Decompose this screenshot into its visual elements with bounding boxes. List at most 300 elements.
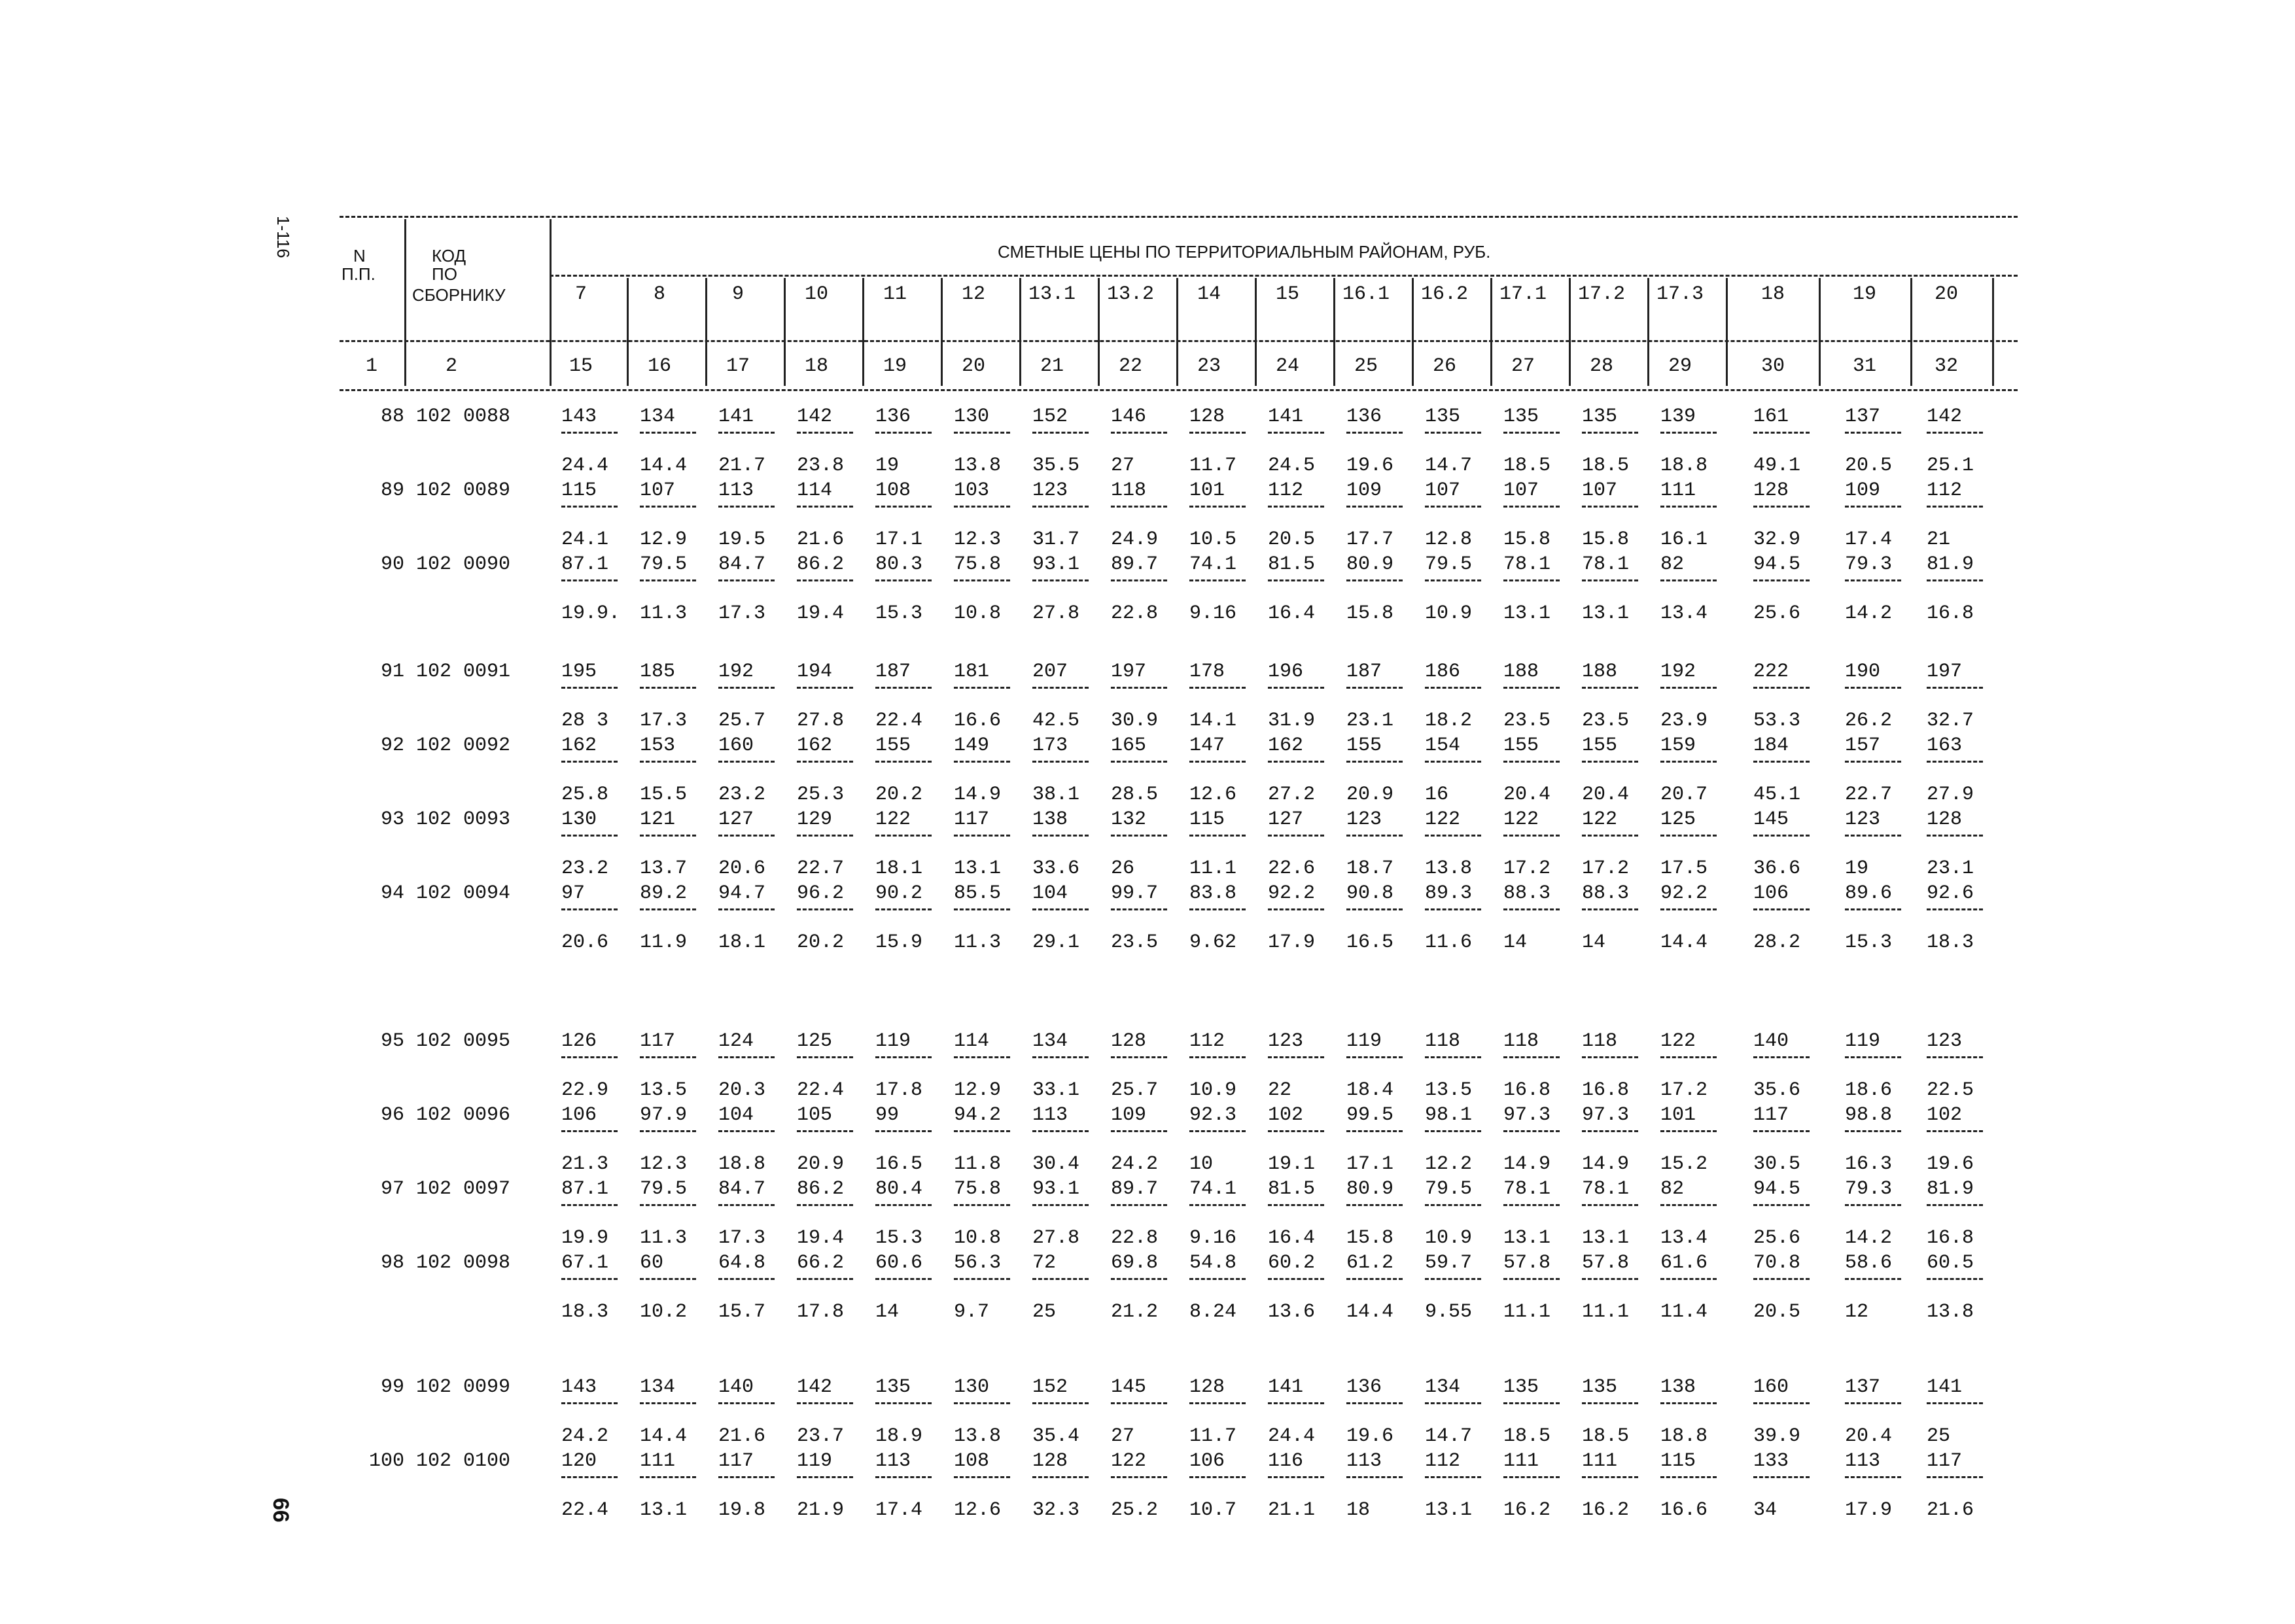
price-value: 124 [718, 1030, 754, 1052]
price-value: 160 [718, 734, 754, 757]
price-value: 118 [1111, 479, 1147, 502]
price-value: 93.1 [1032, 1178, 1080, 1200]
price-subvalue: 17.8 [797, 1301, 845, 1323]
price-subvalue: 15.5 [640, 784, 688, 806]
price-subvalue: 19.1 [1268, 1153, 1316, 1175]
price-value: 99.5 [1346, 1104, 1394, 1126]
price-value: 123 [1268, 1030, 1304, 1052]
price-value: 117 [954, 808, 990, 831]
price-subvalue: 10.9 [1189, 1079, 1237, 1101]
price-subvalue: 42.5 [1032, 710, 1080, 732]
price-value: 134 [640, 406, 676, 428]
row-number: 92 [380, 734, 404, 757]
price-value: 122 [1111, 1450, 1147, 1472]
price-subvalue: 19.6 [1927, 1153, 1974, 1175]
price-value: 128 [1111, 1030, 1147, 1052]
fraction-bar [561, 579, 618, 581]
fraction-bar [1927, 687, 1983, 689]
column-number-cell: 32 [1934, 355, 1958, 377]
price-value: 109 [1346, 479, 1382, 502]
fraction-bar [1425, 1204, 1481, 1206]
price-subvalue: 21.6 [1927, 1499, 1974, 1521]
price-value: 70.8 [1753, 1252, 1801, 1274]
price-value: 132 [1111, 808, 1147, 831]
price-subvalue: 14.1 [1189, 710, 1237, 732]
price-value: 122 [1503, 808, 1539, 831]
fraction-bar [954, 506, 1010, 508]
price-value: 101 [1660, 1104, 1696, 1126]
price-subvalue: 24.4 [1268, 1425, 1316, 1447]
district-separator [705, 278, 707, 386]
price-subvalue: 14 [875, 1301, 900, 1323]
fraction-bar [1268, 432, 1324, 434]
fraction-bar [1582, 761, 1638, 763]
price-value: 89.6 [1845, 882, 1893, 905]
row-label [340, 808, 510, 831]
price-value: 113 [1032, 1104, 1068, 1126]
price-subvalue: 18.6 [1845, 1079, 1893, 1101]
fraction-bar [1346, 908, 1403, 910]
price-value: 128 [1032, 1450, 1068, 1472]
price-subvalue: 25.6 [1753, 602, 1801, 625]
price-subvalue: 17.8 [875, 1079, 923, 1101]
fraction-bar [875, 835, 932, 837]
price-subvalue: 16 [1425, 784, 1449, 806]
column-number-cell: 18 [804, 355, 828, 377]
fraction-bar [1268, 506, 1324, 508]
price-subvalue: 20.6 [718, 857, 766, 880]
price-subvalue: 20.2 [797, 931, 845, 954]
row-label [340, 661, 510, 683]
price-subvalue: 13.4 [1660, 602, 1708, 625]
row-label [340, 406, 510, 428]
district-header-cell: 17.1 [1499, 283, 1547, 305]
price-value: 79.5 [1425, 1178, 1473, 1200]
price-value: 128 [1189, 406, 1225, 428]
row-number: 99 [380, 1376, 404, 1398]
price-value: 187 [1346, 661, 1382, 683]
price-subvalue: 12.9 [640, 528, 688, 551]
fraction-bar [1927, 908, 1983, 910]
district-header-cell: 13.1 [1028, 283, 1076, 305]
price-value: 127 [718, 808, 754, 831]
price-subvalue: 18.3 [1927, 931, 1974, 954]
fraction-bar [1753, 835, 1810, 837]
fraction-bar [1425, 1278, 1481, 1280]
price-subvalue: 18.5 [1503, 455, 1551, 477]
fraction-bar [1268, 761, 1324, 763]
row-number: 93 [380, 808, 404, 831]
row-code: 102 0098 [415, 1252, 510, 1274]
fraction-bar [1927, 432, 1983, 434]
price-value: 162 [561, 734, 597, 757]
price-subvalue: 14.4 [640, 1425, 688, 1447]
fraction-bar [954, 579, 1010, 581]
fraction-bar [1268, 1402, 1324, 1404]
fraction-bar [1032, 506, 1089, 508]
price-subvalue: 12.2 [1425, 1153, 1473, 1175]
price-subvalue: 10.9 [1425, 602, 1473, 625]
price-value: 185 [640, 661, 676, 683]
fraction-bar [718, 1204, 775, 1206]
price-subvalue: 39.9 [1753, 1425, 1801, 1447]
row-number: 90 [380, 553, 404, 576]
pp-label: П.П. [342, 264, 376, 284]
fraction-bar [1582, 1130, 1638, 1132]
price-subvalue: 13.1 [1582, 1227, 1630, 1249]
price-subvalue: 23.5 [1503, 710, 1551, 732]
price-value: 113 [1845, 1450, 1881, 1472]
price-subvalue: 15.8 [1346, 602, 1394, 625]
price-subvalue: 19.9. [561, 602, 621, 625]
district-separator [1910, 278, 1912, 386]
fraction-bar [1503, 1402, 1560, 1404]
price-value: 116 [1268, 1450, 1304, 1472]
fraction-bar [1111, 579, 1167, 581]
price-value: 87.1 [561, 1178, 609, 1200]
price-subvalue: 30.9 [1111, 710, 1159, 732]
column-number-cell: 28 [1589, 355, 1613, 377]
price-value: 57.8 [1503, 1252, 1551, 1274]
price-value: 137 [1845, 1376, 1881, 1398]
price-subvalue: 16.8 [1927, 1227, 1974, 1249]
fraction-bar [1660, 687, 1717, 689]
price-subvalue: 11.1 [1189, 857, 1237, 880]
district-header-rule [550, 275, 2018, 277]
price-subvalue: 27 [1111, 1425, 1135, 1447]
price-subvalue: 19.6 [1346, 455, 1394, 477]
price-value: 145 [1111, 1376, 1147, 1398]
price-subvalue: 19 [875, 455, 900, 477]
price-subvalue: 13.8 [954, 455, 1002, 477]
fraction-bar [1582, 687, 1638, 689]
fraction-bar [1111, 687, 1167, 689]
price-value: 113 [1346, 1450, 1382, 1472]
fraction-bar [561, 1130, 618, 1132]
price-subvalue: 11.6 [1425, 931, 1473, 954]
district-separator [1726, 278, 1728, 386]
price-subvalue: 13.1 [1503, 1227, 1551, 1249]
fraction-bar [1111, 1056, 1167, 1058]
price-subvalue: 18.8 [1660, 455, 1708, 477]
price-subvalue: 25.7 [718, 710, 766, 732]
price-value: 122 [875, 808, 911, 831]
fraction-bar [1268, 1130, 1324, 1132]
price-subvalue: 11.9 [640, 931, 688, 954]
price-subvalue: 15.3 [875, 1227, 923, 1249]
price-value: 60.5 [1927, 1252, 1974, 1274]
row-code: 102 0097 [415, 1178, 510, 1200]
price-subvalue: 19.6 [1346, 1425, 1394, 1447]
row-number: 88 [380, 406, 404, 428]
price-value: 128 [1753, 479, 1789, 502]
fraction-bar [954, 1278, 1010, 1280]
price-subvalue: 15.8 [1346, 1227, 1394, 1249]
fraction-bar [1660, 761, 1717, 763]
fraction-bar [1582, 1278, 1638, 1280]
row-number: 98 [380, 1252, 404, 1274]
fraction-bar [1582, 1402, 1638, 1404]
fraction-bar [1189, 687, 1246, 689]
fraction-bar [640, 506, 696, 508]
fraction-bar [640, 1278, 696, 1280]
price-subvalue: 19 [1845, 857, 1869, 880]
fraction-bar [1268, 1278, 1324, 1280]
row-number: 100 [368, 1450, 404, 1472]
fraction-bar [1425, 687, 1481, 689]
price-subvalue: 16.5 [1346, 931, 1394, 954]
price-subvalue: 19.5 [718, 528, 766, 551]
column-number-cell: 27 [1511, 355, 1535, 377]
fraction-bar [1346, 1476, 1403, 1478]
fraction-bar [1346, 1056, 1403, 1058]
price-value: 195 [561, 661, 597, 683]
price-value: 109 [1845, 479, 1881, 502]
fraction-bar [1032, 579, 1089, 581]
price-subvalue: 38.1 [1032, 784, 1080, 806]
price-value: 161 [1753, 406, 1789, 428]
fraction-bar [640, 761, 696, 763]
fraction-bar [561, 1278, 618, 1280]
fraction-bar [875, 1402, 932, 1404]
fraction-bar [1346, 432, 1403, 434]
fraction-bar [797, 1056, 853, 1058]
price-value: 108 [954, 1450, 990, 1472]
fraction-bar [1268, 1476, 1324, 1478]
fraction-bar [718, 579, 775, 581]
fraction-bar [797, 1402, 853, 1404]
fraction-bar [1753, 1476, 1810, 1478]
price-value: 72 [1032, 1252, 1057, 1274]
fraction-bar [1111, 506, 1167, 508]
fraction-bar [1582, 1476, 1638, 1478]
price-value: 94.2 [954, 1104, 1002, 1126]
price-value: 89.3 [1425, 882, 1473, 905]
fraction-bar [1189, 506, 1246, 508]
price-subvalue: 13.1 [640, 1499, 688, 1521]
price-value: 143 [561, 406, 597, 428]
fraction-bar [1582, 506, 1638, 508]
fraction-bar [954, 1056, 1010, 1058]
column-number-cell: 31 [1852, 355, 1876, 377]
price-value: 162 [1268, 734, 1304, 757]
price-value: 138 [1032, 808, 1068, 831]
fraction-bar [1032, 687, 1089, 689]
price-value: 58.6 [1845, 1252, 1893, 1274]
price-subvalue: 35.4 [1032, 1425, 1080, 1447]
price-subvalue: 19.4 [797, 1227, 845, 1249]
price-subvalue: 11.8 [954, 1153, 1002, 1175]
price-subvalue: 25.2 [1111, 1499, 1159, 1521]
price-value: 79.5 [1425, 553, 1473, 576]
price-subvalue: 27 [1111, 455, 1135, 477]
fraction-bar [797, 1204, 853, 1206]
price-subvalue: 21.6 [718, 1425, 766, 1447]
price-value: 137 [1845, 406, 1881, 428]
price-value: 92.3 [1189, 1104, 1237, 1126]
price-value: 61.2 [1346, 1252, 1394, 1274]
price-subvalue: 16.4 [1268, 602, 1316, 625]
price-subvalue: 18.2 [1425, 710, 1473, 732]
price-value: 140 [1753, 1030, 1789, 1052]
column-number-cell: 1 [365, 355, 377, 377]
fraction-bar [1503, 835, 1560, 837]
fraction-bar [718, 835, 775, 837]
price-subvalue: 16.2 [1582, 1499, 1630, 1521]
fraction-bar [1660, 835, 1717, 837]
price-value: 82 [1660, 1178, 1685, 1200]
price-value: 98.8 [1845, 1104, 1893, 1126]
price-value: 207 [1032, 661, 1068, 683]
fraction-bar [1753, 1278, 1810, 1280]
price-subvalue: 16.8 [1927, 602, 1974, 625]
fraction-bar [561, 761, 618, 763]
price-subvalue: 17.3 [718, 1227, 766, 1249]
fraction-bar [875, 579, 932, 581]
price-value: 141 [1268, 1376, 1304, 1398]
fraction-bar [1753, 432, 1810, 434]
price-value: 141 [718, 406, 754, 428]
price-subvalue: 20.4 [1582, 784, 1630, 806]
price-value: 135 [875, 1376, 911, 1398]
price-value: 122 [1425, 808, 1461, 831]
fraction-bar [875, 1476, 932, 1478]
row-code: 102 0093 [415, 808, 510, 831]
fraction-bar [1268, 579, 1324, 581]
row-number: 94 [380, 882, 404, 905]
page-number: 66 [268, 1498, 293, 1523]
column-number-cell: 29 [1668, 355, 1692, 377]
district-header-cell: 7 [574, 283, 587, 305]
price-subvalue: 17.7 [1346, 528, 1394, 551]
fraction-bar [1111, 1278, 1167, 1280]
price-subvalue: 11.1 [1582, 1301, 1630, 1323]
price-value: 115 [561, 479, 597, 502]
price-subvalue: 25 [1927, 1425, 1951, 1447]
fraction-bar [1845, 432, 1901, 434]
price-value: 79.3 [1845, 1178, 1893, 1200]
row-code: 102 0094 [415, 882, 510, 905]
fraction-bar [1268, 687, 1324, 689]
price-value: 107 [640, 479, 676, 502]
district-header-cell: 20 [1934, 283, 1958, 305]
price-value: 61.6 [1660, 1252, 1708, 1274]
fraction-bar [1845, 506, 1901, 508]
price-value: 173 [1032, 734, 1068, 757]
fraction-bar [1927, 506, 1983, 508]
row-label [340, 553, 510, 576]
price-subvalue: 27.8 [1032, 602, 1080, 625]
price-subvalue: 32.9 [1753, 528, 1801, 551]
price-value: 123 [1346, 808, 1382, 831]
price-value: 155 [1346, 734, 1382, 757]
fraction-bar [718, 761, 775, 763]
price-value: 117 [640, 1030, 676, 1052]
price-subvalue: 29.1 [1032, 931, 1080, 954]
price-value: 84.7 [718, 1178, 766, 1200]
fraction-bar [1503, 579, 1560, 581]
price-subvalue: 18.4 [1346, 1079, 1394, 1101]
price-subvalue: 22.7 [1845, 784, 1893, 806]
fraction-bar [1660, 432, 1717, 434]
price-value: 155 [1582, 734, 1618, 757]
price-subvalue: 14.7 [1425, 455, 1473, 477]
price-subvalue: 35.5 [1032, 455, 1080, 477]
price-subvalue: 22.6 [1268, 857, 1316, 880]
price-value: 135 [1425, 406, 1461, 428]
price-value: 105 [797, 1104, 833, 1126]
fraction-bar [1032, 835, 1089, 837]
fraction-bar [1753, 761, 1810, 763]
row-label [340, 1030, 510, 1052]
price-subvalue: 19.4 [797, 602, 845, 625]
price-subvalue: 23.7 [797, 1425, 845, 1447]
price-value: 107 [1503, 479, 1539, 502]
column-number-cell: 24 [1275, 355, 1299, 377]
price-value: 79.5 [640, 1178, 688, 1200]
price-value: 127 [1268, 808, 1304, 831]
price-value: 136 [1346, 406, 1382, 428]
price-subvalue: 24.1 [561, 528, 609, 551]
price-value: 123 [1032, 479, 1068, 502]
price-value: 97 [561, 882, 586, 905]
price-value: 59.7 [1425, 1252, 1473, 1274]
price-value: 80.4 [875, 1178, 923, 1200]
price-value: 107 [1582, 479, 1618, 502]
fraction-bar [640, 1204, 696, 1206]
price-subvalue: 21.6 [797, 528, 845, 551]
column-number-cell: 30 [1761, 355, 1785, 377]
price-subvalue: 16.6 [1660, 1499, 1708, 1521]
fraction-bar [1845, 1402, 1901, 1404]
fraction-bar [1753, 1402, 1810, 1404]
price-value: 79.5 [640, 553, 688, 576]
fraction-bar [1032, 1130, 1089, 1132]
price-value: 118 [1425, 1030, 1461, 1052]
code-label-collection: СБОРНИКУ [412, 285, 506, 305]
fraction-bar [1032, 761, 1089, 763]
price-subvalue: 17.2 [1660, 1079, 1708, 1101]
district-separator [1333, 278, 1335, 386]
price-subvalue: 27.2 [1268, 784, 1316, 806]
fraction-bar [1346, 835, 1403, 837]
fraction-bar [1425, 432, 1481, 434]
price-subvalue: 15.3 [875, 602, 923, 625]
code-label-po: ПО [432, 264, 457, 284]
price-value: 135 [1582, 406, 1618, 428]
price-value: 81.9 [1927, 553, 1974, 576]
price-value: 99.7 [1111, 882, 1159, 905]
fraction-bar [875, 1278, 932, 1280]
price-value: 81.9 [1927, 1178, 1974, 1200]
price-subvalue: 13.4 [1660, 1227, 1708, 1249]
price-value: 75.8 [954, 1178, 1002, 1200]
price-subvalue: 28 3 [561, 710, 609, 732]
column-number-cell: 20 [961, 355, 985, 377]
price-subvalue: 33.6 [1032, 857, 1080, 880]
price-subvalue: 11.3 [954, 931, 1002, 954]
price-value: 67.1 [561, 1252, 609, 1274]
fraction-bar [1753, 506, 1810, 508]
price-subvalue: 13.1 [954, 857, 1002, 880]
price-value: 187 [875, 661, 911, 683]
fraction-bar [954, 1130, 1010, 1132]
fraction-bar [1927, 1204, 1983, 1206]
price-value: 128 [1927, 808, 1963, 831]
district-header-cell: 17.2 [1577, 283, 1625, 305]
fraction-bar [1927, 1476, 1983, 1478]
price-subvalue: 31.9 [1268, 710, 1316, 732]
